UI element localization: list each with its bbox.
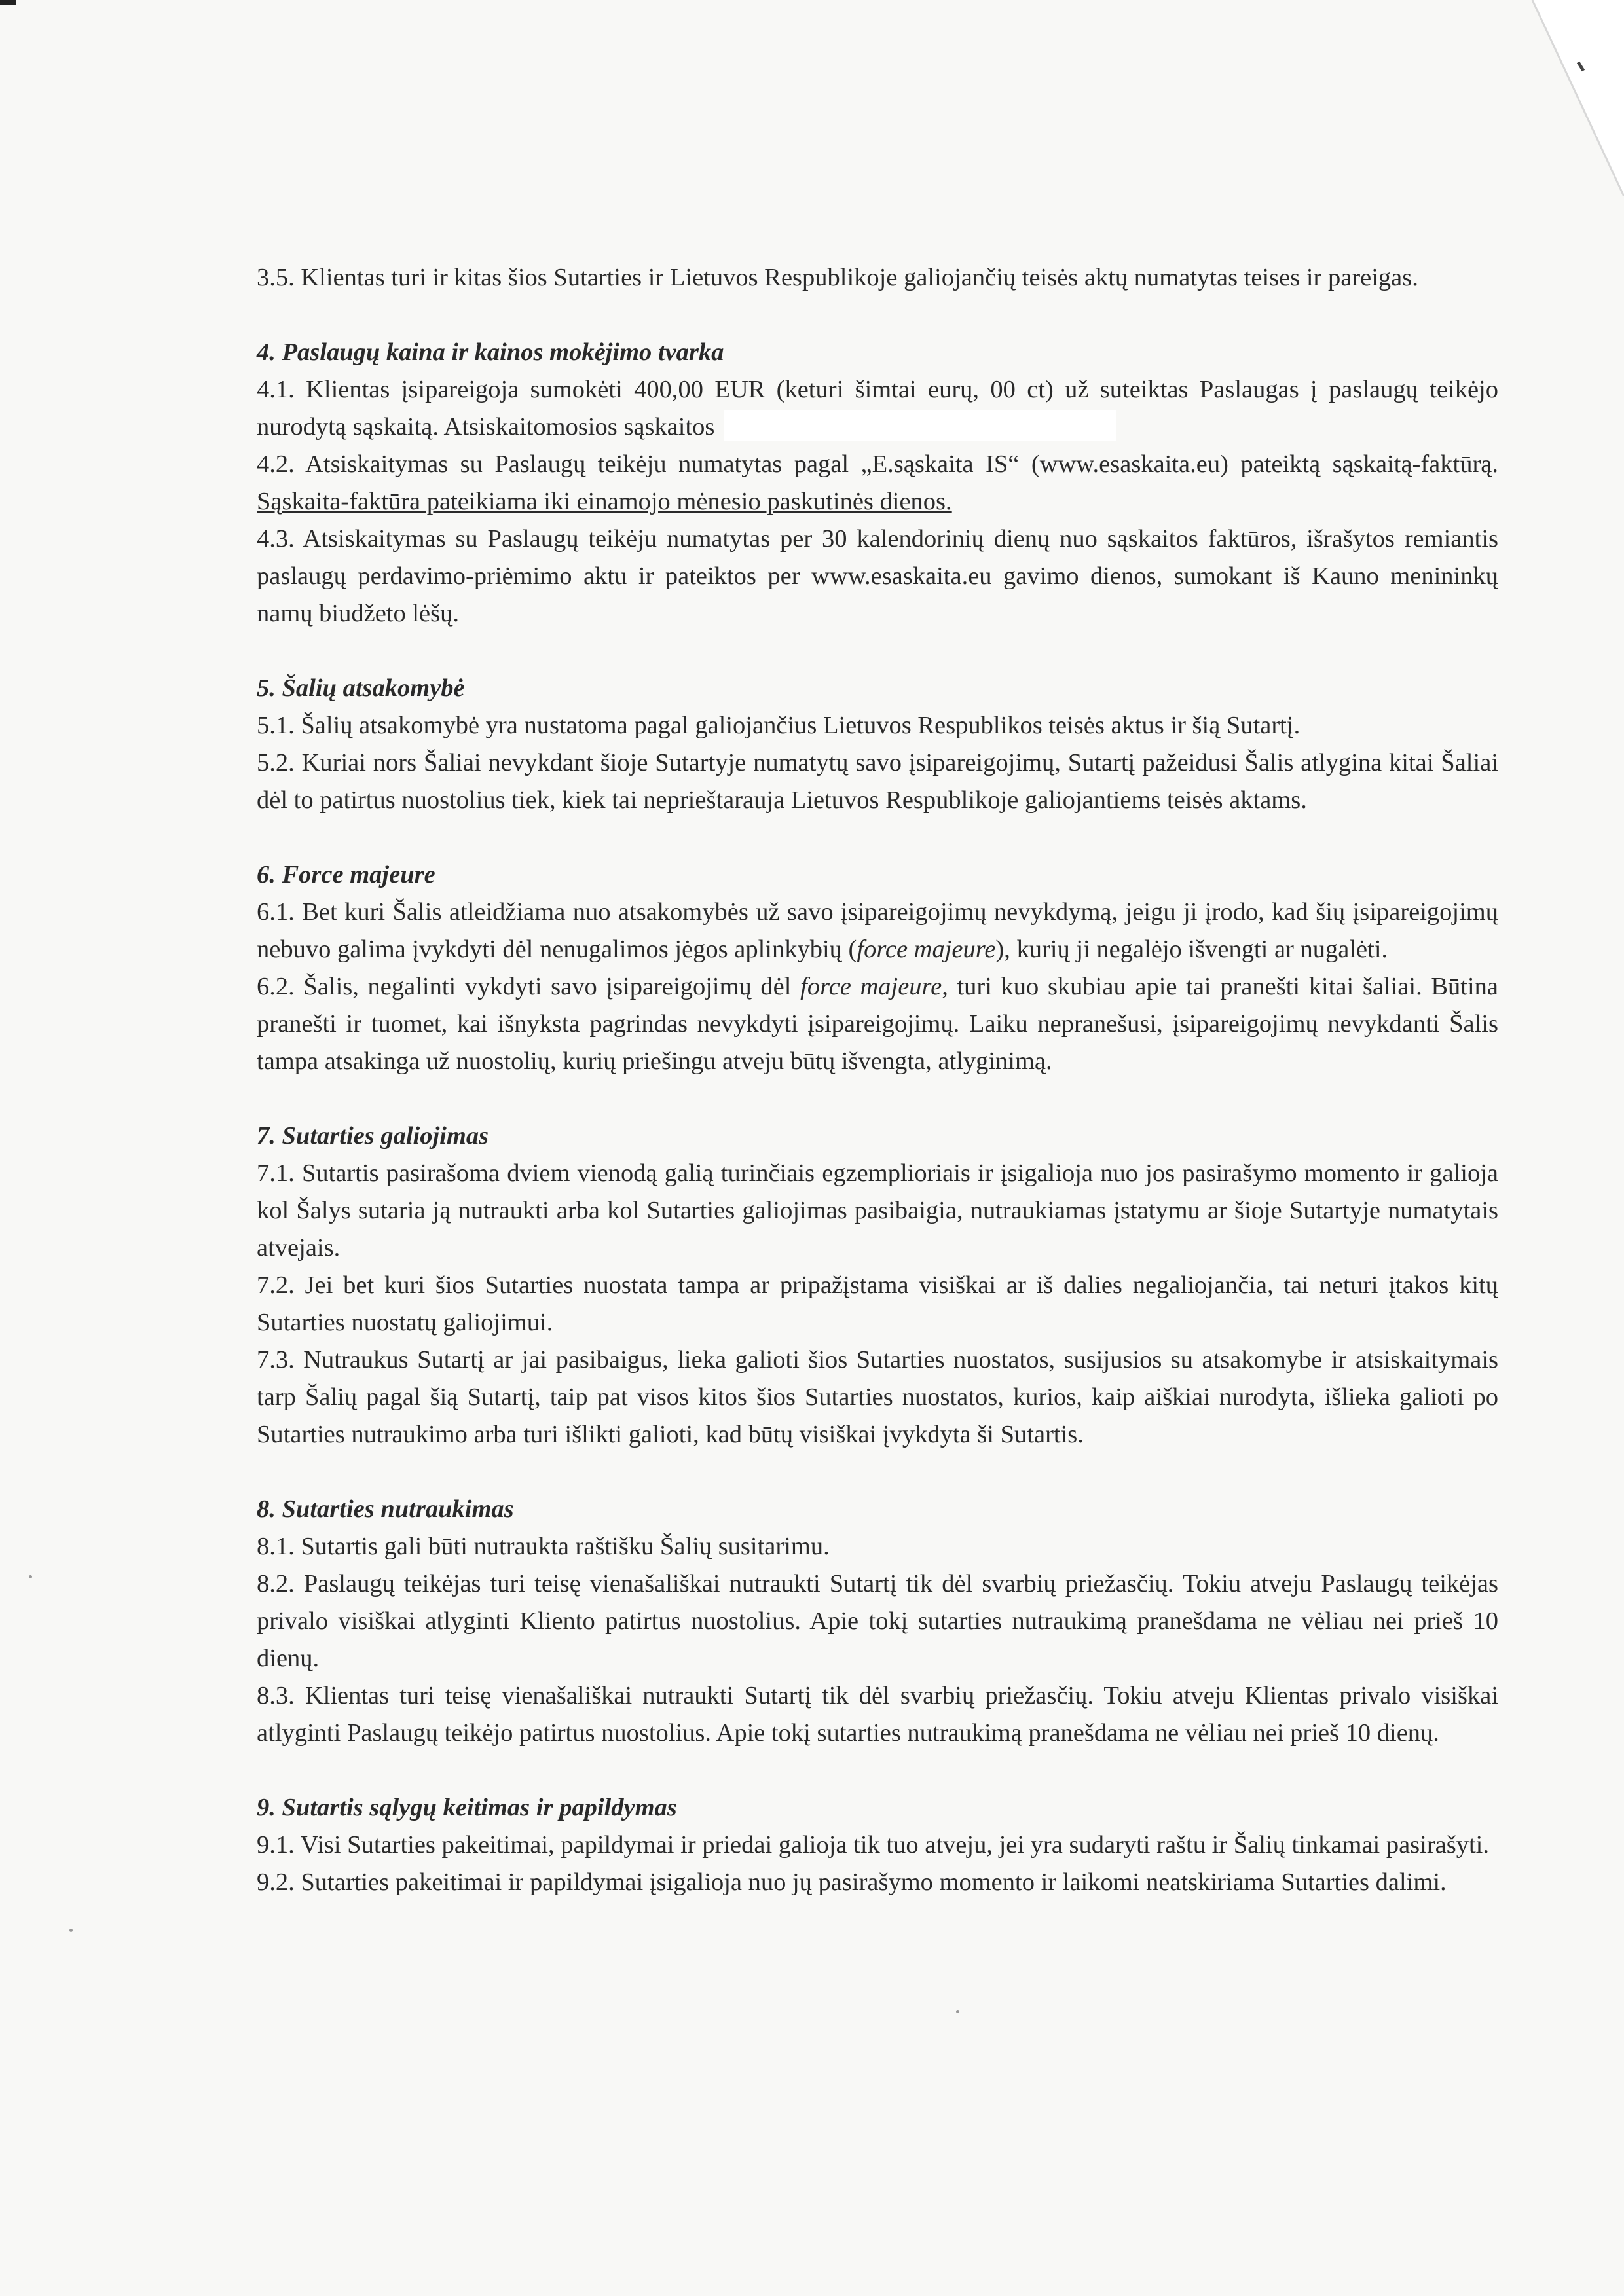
clause-4-3: 4.3. Atsiskaitymas su Paslaugų teikėju numatytas per 30 kalendorinių dienų nuo sąskaitos faktūros, išrašytos remiantis paslaugų perdavimo-priėmimo aktu ir pateiktos per www.esaskaita.eu gavimo dienos, sumokant iš Kauno menininkų namų biudžeto lėšų. — [257, 525, 1498, 627]
folded-corner — [1506, 0, 1624, 196]
clause-5-2: 5.2. Kuriai nors Šaliai nevykdant šioje Sutartyje numatytų savo įsipareigojimų, Sutartį pažeidusi Šalis atlygina kitai Šaliai dėl to patirtus nuostolius tiek, kiek tai neprieštarauja Lietuvos Respublikoje galiojantiems teisės aktams. — [257, 749, 1498, 814]
section-6 — [257, 856, 1498, 1080]
scan-edge-mark — [0, 0, 16, 5]
clause-8-3: 8.3. Klientas turi teisę vienašališkai nutraukti Sutartį tik dėl svarbių priežasčių. Tokiu atveju Klientas privalo visiškai atlyginti Paslaugų teikėjo patirtus nuostolius. Apie tokį sutarties nutraukimą pranešdama ne vėliau nei prieš 10 dienų. — [257, 1682, 1498, 1747]
section-heading: 8. Sutarties nutraukimas — [257, 1495, 514, 1523]
scan-speck — [69, 1929, 73, 1932]
section-4 — [257, 334, 1498, 632]
clause-6-2-italic: force majeure — [800, 973, 942, 1000]
clause-4-2 — [257, 446, 1498, 520]
section-heading: 6. Force majeure — [257, 861, 435, 888]
section-heading: 5. Šalių atsakomybė — [257, 674, 465, 702]
section-7 — [257, 1118, 1498, 1453]
clause-8-1: 8.1. Sutartis gali būti nutraukta raštišku Šalių susitarimu. — [257, 1533, 830, 1560]
scan-speck — [956, 2010, 959, 2013]
clause-6-1-part-a: 6.1. Bet kuri Šalis atleidžiama nuo atsakomybės už savo įsipareigojimų nevykdymą, jeigu ji įrodo, kad šių įsipareigojimų nebuvo galima įvykdyti dėl nenugalimos jėgos aplinkybių ( — [257, 898, 1498, 963]
scan-speck — [29, 1575, 32, 1578]
clause-6-2-part-b: , turi kuo skubiau apie tai pranešti kitai šaliai. Būtina pranešti ir tuomet, kai išnyksta pagrindas nevykdyti įsipareigojimų. Laiku nepranešusi, įsipareigojimų nevykdanti Šalis tampa atsakinga už nuostolių, kurių priešingu atveju būtų išvengta, atlyginimą. — [257, 973, 1499, 1075]
clause-6-2-part-a: 6.2. Šalis, negalinti vykdyti savo įsipareigojimų dėl — [257, 973, 801, 1000]
section-3 — [257, 259, 1498, 297]
redaction-box — [724, 410, 1116, 441]
clause-6-2 — [257, 968, 1498, 1080]
section-8 — [257, 1491, 1498, 1752]
clause-8-2: 8.2. Paslaugų teikėjas turi teisę vienašališkai nutraukti Sutartį tik dėl svarbių priežasčių. Tokiu atveju Paslaugų teikėjas privalo visiškai atlyginti Kliento patirtus nuostolius. Apie tokį sutarties nutraukimą pranešdama ne vėliau nei prieš 10 dienų. — [257, 1570, 1498, 1672]
section-heading: 9. Sutartis sąlygų keitimas ir papildymas — [257, 1794, 677, 1821]
clause-4-1 — [257, 371, 1498, 446]
clause-7-3: 7.3. Nutraukus Sutartį ar jai pasibaigus, lieka galioti šios Sutarties nuostatos, susijusios su atsakomybe ir atsiskaitymais tarp Šalių pagal šią Sutartį, taip pat visos kitos šios Sutarties nuostatos, kurios, kaip aiškiai nurodyta, išlieka galioti po Sutarties nutraukimo arba turi išlikti galioti, kad būtų visiškai įvykdyta ši Sutartis. — [257, 1346, 1498, 1448]
section-heading: 4. Paslaugų kaina ir kainos mokėjimo tvarka — [257, 338, 724, 366]
section-heading: 7. Sutarties galiojimas — [257, 1122, 489, 1150]
clause-4-1-text: 4.1. Klientas įsipareigoja sumokėti 400,00 EUR (keturi šimtai eurų, 00 ct) už suteiktas Paslaugas į paslaugų teikėjo nurodytą sąskaitą. Atsiskaitomosios sąskaitos — [257, 376, 1498, 441]
clause-4-2-text: 4.2. Atsiskaitymas su Paslaugų teikėju numatytas pagal „E.sąskaita IS“ (www.esaskaita.eu) pateiktą sąskaitą-faktūrą. — [257, 450, 1498, 478]
clause-5-1: 5.1. Šalių atsakomybė yra nustatoma pagal galiojančius Lietuvos Respublikos teisės aktus ir šią Sutartį. — [257, 712, 1301, 739]
clause-6-1-italic: force majeure — [857, 936, 996, 963]
clause-6-1 — [257, 894, 1498, 968]
section-5 — [257, 670, 1498, 819]
clause-9-1: 9.1. Visi Sutarties pakeitimai, papildymai ir priedai galioja tik tuo atveju, jei yra sudaryti raštu ir Šalių tinkamai pasirašyti. — [257, 1831, 1490, 1859]
clause-7-1: 7.1. Sutartis pasirašoma dviem vienodą galią turinčiais egzemplioriais ir įsigalioja nuo jos pasirašymo momento ir galioja kol Šalys sutaria ją nutraukti arba kol Sutarties galiojimas pasibaigia, nutraukiamas įstatymu ar šioje Sutartyje numatytais atvejais. — [257, 1159, 1498, 1262]
clause-7-2: 7.2. Jei bet kuri šios Sutarties nuostata tampa ar pripažįstama visiškai ar iš dalies negaliojančia, tai neturi įtakos kitų Sutarties nuostatų galiojimui. — [257, 1271, 1498, 1336]
clause-6-1-part-b: ), kurių ji negalėjo išvengti ar nugalėti. — [995, 936, 1388, 963]
contract-page — [257, 259, 1498, 1939]
clause-4-2-underlined: Sąskaita-faktūra pateikiama iki einamojo mėnesio paskutinės dienos. — [257, 488, 952, 515]
section-9 — [257, 1789, 1498, 1901]
clause-9-2: 9.2. Sutarties pakeitimai ir papildymai įsigalioja nuo jų pasirašymo momento ir laikomi neatskiriama Sutarties dalimi. — [257, 1868, 1447, 1896]
clause-3-5: 3.5. Klientas turi ir kitas šios Sutarties ir Lietuvos Respublikoje galiojančių teisės aktų numatytas teises ir pareigas. — [257, 264, 1418, 291]
